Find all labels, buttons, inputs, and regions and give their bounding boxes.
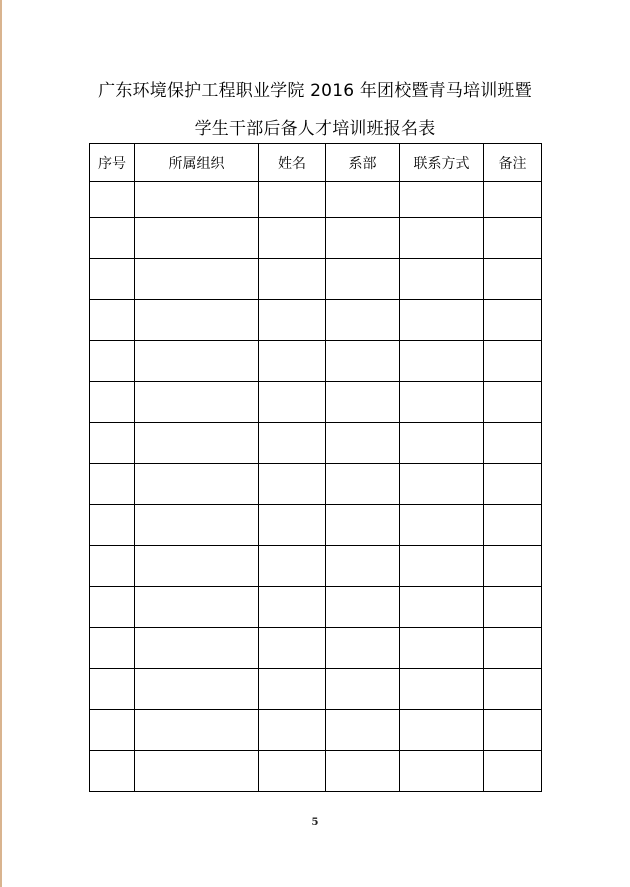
cell-contact[interactable]	[400, 259, 484, 300]
cell-serial-number[interactable]	[90, 382, 135, 423]
cell-department[interactable]	[326, 218, 400, 259]
cell-serial-number[interactable]	[90, 218, 135, 259]
cell-contact[interactable]	[400, 751, 484, 792]
cell-contact[interactable]	[400, 710, 484, 751]
table-row	[90, 546, 542, 587]
cell-organization[interactable]	[135, 300, 259, 341]
table-row	[90, 669, 542, 710]
cell-contact[interactable]	[400, 423, 484, 464]
cell-contact[interactable]	[400, 341, 484, 382]
cell-organization[interactable]	[135, 546, 259, 587]
cell-organization[interactable]	[135, 505, 259, 546]
table-row	[90, 182, 542, 218]
cell-department[interactable]	[326, 300, 400, 341]
cell-department[interactable]	[326, 587, 400, 628]
cell-remarks[interactable]	[484, 546, 542, 587]
cell-department[interactable]	[326, 423, 400, 464]
cell-department[interactable]	[326, 546, 400, 587]
cell-remarks[interactable]	[484, 587, 542, 628]
cell-name[interactable]	[259, 628, 326, 669]
cell-organization[interactable]	[135, 751, 259, 792]
cell-name[interactable]	[259, 464, 326, 505]
cell-name[interactable]	[259, 751, 326, 792]
table-row	[90, 382, 542, 423]
table-row	[90, 464, 542, 505]
cell-serial-number[interactable]	[90, 751, 135, 792]
cell-remarks[interactable]	[484, 751, 542, 792]
cell-name[interactable]	[259, 300, 326, 341]
cell-department[interactable]	[326, 464, 400, 505]
cell-serial-number[interactable]	[90, 546, 135, 587]
cell-contact[interactable]	[400, 669, 484, 710]
cell-organization[interactable]	[135, 628, 259, 669]
cell-contact[interactable]	[400, 218, 484, 259]
document-title-line-2: 学生干部后备人才培训班报名表	[194, 119, 436, 139]
cell-serial-number[interactable]	[90, 341, 135, 382]
header-contact: 联系方式	[400, 144, 484, 182]
cell-serial-number[interactable]	[90, 628, 135, 669]
cell-serial-number[interactable]	[90, 300, 135, 341]
cell-remarks[interactable]	[484, 182, 542, 218]
cell-contact[interactable]	[400, 464, 484, 505]
cell-organization[interactable]	[135, 423, 259, 464]
cell-contact[interactable]	[400, 546, 484, 587]
cell-organization[interactable]	[135, 259, 259, 300]
table-row	[90, 628, 542, 669]
cell-contact[interactable]	[400, 587, 484, 628]
cell-name[interactable]	[259, 182, 326, 218]
table-row	[90, 587, 542, 628]
cell-organization[interactable]	[135, 669, 259, 710]
cell-name[interactable]	[259, 341, 326, 382]
cell-remarks[interactable]	[484, 218, 542, 259]
cell-department[interactable]	[326, 710, 400, 751]
cell-name[interactable]	[259, 505, 326, 546]
table-row	[90, 505, 542, 546]
cell-contact[interactable]	[400, 382, 484, 423]
cell-remarks[interactable]	[484, 259, 542, 300]
cell-name[interactable]	[259, 259, 326, 300]
cell-name[interactable]	[259, 423, 326, 464]
table-row	[90, 218, 542, 259]
table-row	[90, 751, 542, 792]
cell-serial-number[interactable]	[90, 464, 135, 505]
cell-organization[interactable]	[135, 341, 259, 382]
cell-serial-number[interactable]	[90, 259, 135, 300]
page-number: 5	[311, 817, 319, 828]
cell-remarks[interactable]	[484, 505, 542, 546]
cell-contact[interactable]	[400, 182, 484, 218]
cell-organization[interactable]	[135, 182, 259, 218]
cell-department[interactable]	[326, 182, 400, 218]
cell-organization[interactable]	[135, 382, 259, 423]
cell-name[interactable]	[259, 710, 326, 751]
cell-contact[interactable]	[400, 628, 484, 669]
cell-remarks[interactable]	[484, 300, 542, 341]
cell-department[interactable]	[326, 669, 400, 710]
cell-serial-number[interactable]	[90, 669, 135, 710]
cell-department[interactable]	[326, 628, 400, 669]
cell-serial-number[interactable]	[90, 423, 135, 464]
header-name: 姓名	[259, 144, 326, 182]
header-organization: 所属组织	[135, 144, 259, 182]
cell-name[interactable]	[259, 218, 326, 259]
cell-name[interactable]	[259, 669, 326, 710]
table-row	[90, 710, 542, 751]
table-row	[90, 341, 542, 382]
cell-name[interactable]	[259, 382, 326, 423]
cell-department[interactable]	[326, 341, 400, 382]
cell-name[interactable]	[259, 546, 326, 587]
table-body	[90, 182, 542, 792]
header-serial-number: 序号	[90, 144, 135, 182]
cell-remarks[interactable]	[484, 423, 542, 464]
cell-serial-number[interactable]	[90, 710, 135, 751]
table-header-row	[90, 144, 542, 182]
cell-organization[interactable]	[135, 587, 259, 628]
cell-contact[interactable]	[400, 505, 484, 546]
cell-serial-number[interactable]	[90, 505, 135, 546]
cell-department[interactable]	[326, 751, 400, 792]
registration-table	[89, 143, 542, 792]
document-title-line-1: 广东环境保护工程职业学院 2016 年团校暨青马培训班暨	[98, 81, 532, 101]
table-row	[90, 259, 542, 300]
cell-department[interactable]	[326, 382, 400, 423]
cell-remarks[interactable]	[484, 628, 542, 669]
cell-contact[interactable]	[400, 300, 484, 341]
cell-serial-number[interactable]	[90, 182, 135, 218]
cell-name[interactable]	[259, 587, 326, 628]
cell-remarks[interactable]	[484, 341, 542, 382]
cell-organization[interactable]	[135, 710, 259, 751]
cell-organization[interactable]	[135, 464, 259, 505]
header-remarks: 备注	[484, 144, 542, 182]
cell-remarks[interactable]	[484, 669, 542, 710]
cell-remarks[interactable]	[484, 710, 542, 751]
cell-remarks[interactable]	[484, 382, 542, 423]
cell-serial-number[interactable]	[90, 587, 135, 628]
header-department: 系部	[326, 144, 400, 182]
cell-department[interactable]	[326, 259, 400, 300]
cell-organization[interactable]	[135, 218, 259, 259]
cell-department[interactable]	[326, 505, 400, 546]
table-row	[90, 423, 542, 464]
table-row	[90, 300, 542, 341]
cell-remarks[interactable]	[484, 464, 542, 505]
